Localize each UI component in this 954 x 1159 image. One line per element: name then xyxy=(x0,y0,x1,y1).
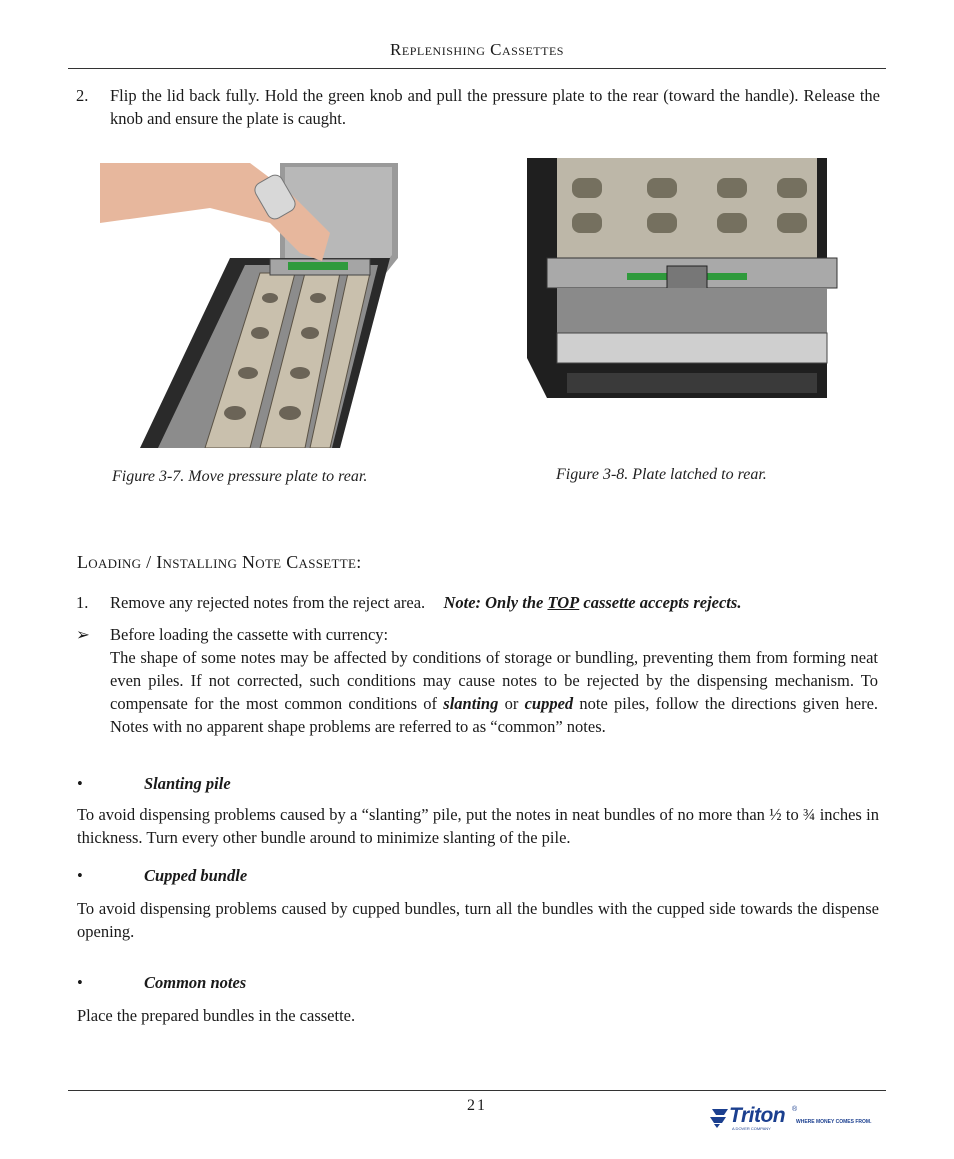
page-number: 21 xyxy=(467,1097,487,1114)
triton-logo xyxy=(708,1104,880,1134)
figure-3-8-caption: Figure 3-8. Plate latched to rear. xyxy=(556,466,767,483)
triton-mark-icon xyxy=(708,1107,730,1129)
bullet-label-cupped: Cupped bundle xyxy=(144,866,248,885)
step-1-note-prefix: Note: Only the xyxy=(443,593,544,612)
arrow-bullet-icon: ➢ xyxy=(76,625,90,644)
arrow-item-text-2: note piles, follow the directions given here. Notes with no apparent shape problems are referred to as “common” notes. xyxy=(110,694,879,736)
arrow-item-lead: Before loading the cassette with currency: xyxy=(110,625,389,644)
arrow-item-text-1: The shape of some notes may be affected by conditions of storage or bundling, preventing them from forming neat even piles. If not corrected, such conditions may cause notes to be rejected by the dispensing mechanism. To compensate for the most common conditions of xyxy=(110,648,878,713)
step-1-note-emph: TOP xyxy=(547,593,580,612)
logo-wordmark: Triton xyxy=(729,1104,786,1127)
step-1-line xyxy=(110,591,880,614)
bullet-icon: • xyxy=(77,866,83,885)
term-cupped: cupped xyxy=(524,694,574,713)
bullet-icon: • xyxy=(77,973,83,992)
bullet-text-common: Place the prepared bundles in the cassette. xyxy=(77,1006,356,1025)
bullet-text-cupped: To avoid dispensing problems caused by cupped bundles, turn all the bundles with the cupped side towards the dispense opening. xyxy=(77,899,879,941)
step-2-text: Flip the lid back fully. Hold the green knob and pull the pressure plate to the rear (toward the handle). Release the knob and ensure the plate is caught. xyxy=(110,86,880,128)
step-1-text: Remove any rejected notes from the reject area. xyxy=(110,593,426,612)
step-1-number: 1. xyxy=(76,593,89,612)
figure-3-7-photo xyxy=(100,163,398,448)
logo-tagline: WHERE MONEY COMES FROM. xyxy=(796,1119,872,1125)
term-joiner: or xyxy=(504,694,519,713)
step-2-number: 2. xyxy=(76,86,89,105)
figure-3-8-photo xyxy=(527,158,879,448)
bullet-icon: • xyxy=(77,774,83,793)
logo-subline: A DOVER COMPANY xyxy=(732,1126,771,1131)
page-header-title: Replenishing Cassettes xyxy=(390,40,564,59)
figure-3-7-caption: Figure 3-7. Move pressure plate to rear. xyxy=(112,468,368,485)
logo-registered: ® xyxy=(792,1106,798,1113)
footer-rule xyxy=(68,1090,886,1091)
bullet-text-slanting: To avoid dispensing problems caused by a “slanting” pile, put the notes in neat bundles of no more than ½ to ¾ inches in thickness. Turn every other bundle around to minimize slanting of the pile. xyxy=(77,805,879,847)
step-1-note-suffix: cassette accepts rejects. xyxy=(583,593,742,612)
term-slanting: slanting xyxy=(443,694,499,713)
arrow-item-paragraph xyxy=(110,646,878,738)
header-rule xyxy=(68,68,886,69)
bullet-label-common: Common notes xyxy=(144,973,247,992)
bullet-label-slanting: Slanting pile xyxy=(144,774,231,793)
section-title: Loading / Installing Note Cassette: xyxy=(77,552,362,572)
